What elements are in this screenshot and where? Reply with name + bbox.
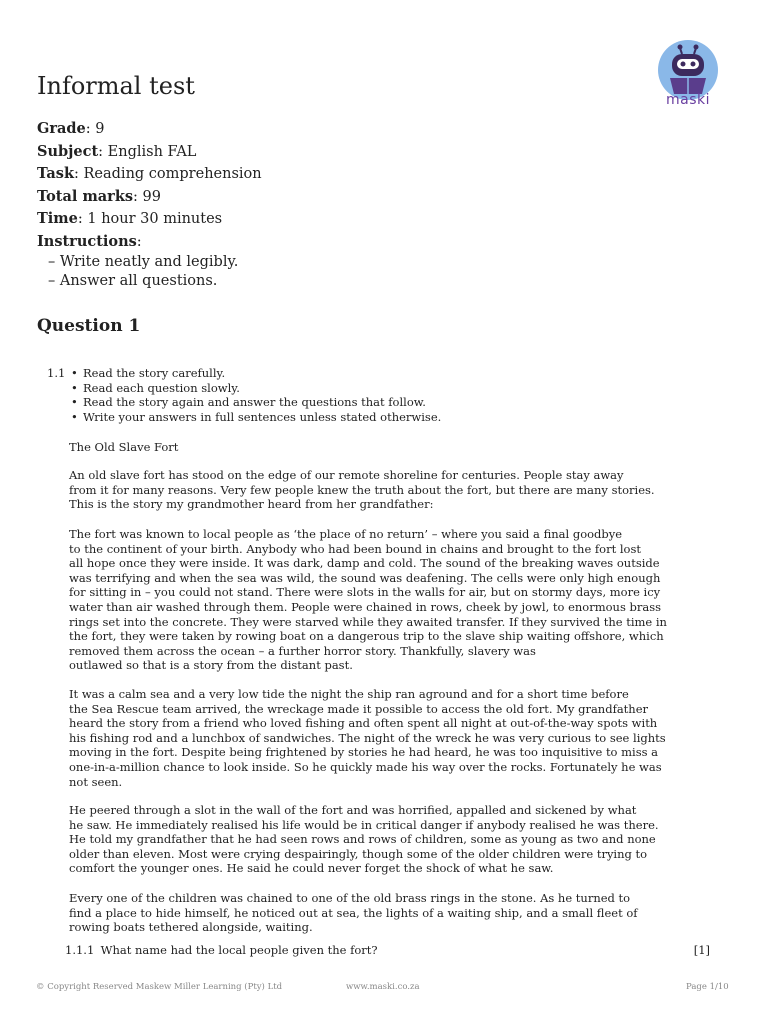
text-line: He peered through a slot in the wall of the fort and was horrified, appalled and sickened by what	[69, 803, 637, 817]
bullet-icon: •	[71, 395, 78, 409]
meta-value: : 9	[85, 121, 105, 137]
story-paragraph	[69, 468, 655, 512]
bullet-icon: •	[71, 409, 78, 424]
meta-instructions	[37, 231, 262, 254]
text-line: heard the story from a friend who loved fishing and often spent all night at out-of-the-way spots with	[69, 716, 658, 731]
meta-value: : English FAL	[98, 143, 197, 160]
meta-label: Time	[37, 210, 78, 228]
sub-question-text: What name had the local people given the fort?	[100, 943, 378, 957]
bullet-text: Read the story again and answer the questions that follow.	[83, 395, 426, 409]
question-heading: Question 1	[37, 316, 141, 336]
text-line: was terrifying and when the sea was wild, the sound was deafening. The cells were only high enough	[69, 570, 661, 585]
story-paragraph	[69, 687, 666, 789]
text-line: not seen.	[69, 774, 123, 789]
bullet-item	[71, 381, 441, 396]
text-line: It was a calm sea and a very low tide the night the ship ran aground and for a short time before	[69, 687, 629, 701]
text-line: This is the story my grandmother heard from her grandfather:	[69, 497, 434, 512]
text-line: he saw. He immediately realised his life would be in critical danger if anybody realised he was there.	[69, 817, 659, 832]
text-line: older than eleven. Most were crying despairingly, though some of the older children were trying to	[69, 846, 648, 861]
meta-task	[37, 163, 262, 186]
bullet-icon: •	[71, 380, 78, 395]
meta-grade	[37, 118, 262, 141]
text-line: An old slave fort has stood on the edge of our remote shoreline for centuries. People stay away	[69, 468, 624, 482]
text-line: to the continent of your birth. Anybody who had been bound in chains and brought to the fort lost	[69, 541, 641, 556]
bullet-text: Read each question slowly.	[83, 380, 240, 395]
text-line: all hope once they were inside. It was dark, damp and cold. The sound of the breaking waves outside	[69, 556, 660, 571]
meta-value: : 99	[133, 188, 161, 205]
text-line: the Sea Rescue team arrived, the wreckage made it possible to access the old fort. My grandfather	[69, 701, 649, 716]
test-meta	[37, 118, 262, 254]
footer-website-link[interactable]: www.maski.co.za	[346, 982, 420, 992]
footer-page-number: Page 1/10	[686, 982, 729, 992]
text-line: for sitting in – you could not stand. There were slots in the walls for air, but on stormy days, more icy	[69, 585, 661, 600]
text-line: He told my grandfather that he had seen rows and rows of children, some as young as two and none	[69, 832, 656, 847]
story-paragraph	[69, 527, 667, 673]
text-line: rowing boats tethered alongside, waiting.	[69, 920, 313, 935]
page-title: Informal test	[37, 72, 195, 100]
story-paragraph	[69, 891, 641, 935]
meta-value: : Reading comprehension	[74, 166, 262, 183]
meta-label: Subject	[37, 142, 99, 160]
footer-copyright: © Copyright Reserved Maskew Miller Learning (Pty) Ltd	[36, 982, 283, 992]
marks-badge: [1]	[693, 943, 710, 957]
meta-total-marks	[37, 186, 262, 209]
section-number: 1.1	[47, 366, 66, 380]
text-line: one-in-a-million chance to look inside. So he quickly made his way over the rocks. Fortunately he was	[69, 759, 662, 774]
instruction-item: – Answer all questions.	[48, 273, 218, 289]
meta-value: : 1 hour 30 minutes	[77, 211, 223, 228]
text-line: outlawed so that is a story from the distant past.	[69, 658, 353, 673]
brand-name: maski	[665, 92, 710, 108]
sub-question	[65, 943, 710, 957]
text-line: the fort, they were taken by rowing boat on a dangerous trip to the slave ship waiting offshore, which	[69, 629, 664, 644]
meta-label: Total marks	[37, 187, 134, 205]
bullet-text: Write your answers in full sentences unless stated otherwise.	[83, 409, 442, 424]
text-line: his fishing rod and a lunchbox of sandwiches. The night of the wreck he was very curious to see lights	[69, 730, 666, 745]
reading-bullets	[71, 366, 441, 424]
sub-question-number: 1.1.1	[65, 943, 95, 957]
bullet-text: Read the story carefully.	[83, 366, 226, 380]
text-line: from it for many reasons. Very few people knew the truth about the fort, but there are many stories.	[69, 482, 655, 497]
text-line: The fort was known to local people as ‘the place of no return’ – where you said a final goodbye	[69, 527, 623, 541]
meta-label: Grade	[37, 120, 86, 137]
text-line: rings set into the concrete. They were starved while they awaited transfer. If they survived the time in	[69, 614, 667, 629]
bullet-item	[71, 410, 441, 425]
bullet-item	[71, 395, 441, 410]
text-line: find a place to hide himself, he noticed out at sea, the lights of a waiting ship, and a small fleet of	[69, 905, 638, 920]
text-line: removed them across the ocean – a further horror story. Thankfully, slavery was	[69, 643, 536, 658]
text-line: Every one of the children was chained to one of the old brass rings in the stone. As he turned to	[69, 891, 631, 905]
bullet-icon: •	[71, 366, 78, 380]
meta-subject	[37, 141, 262, 164]
meta-time	[37, 208, 262, 231]
meta-value: :	[136, 233, 142, 250]
story-title: The Old Slave Fort	[69, 440, 179, 454]
meta-label: Instructions	[37, 232, 137, 250]
text-line: comfort the younger ones. He said he could never forget the shock of what he saw.	[69, 861, 554, 876]
instructions-list	[48, 253, 238, 291]
story-paragraph	[69, 803, 659, 876]
bullet-item	[71, 366, 441, 381]
instruction-item: – Write neatly and legibly.	[48, 254, 239, 270]
meta-label: Task	[37, 165, 75, 183]
text-line: water than air washed through them. People were chained in rows, cheek by jowl, to enormous brass	[69, 599, 662, 614]
text-line: moving in the fort. Despite being frightened by stories he had heard, he was too inquisitive to miss a	[69, 745, 659, 760]
